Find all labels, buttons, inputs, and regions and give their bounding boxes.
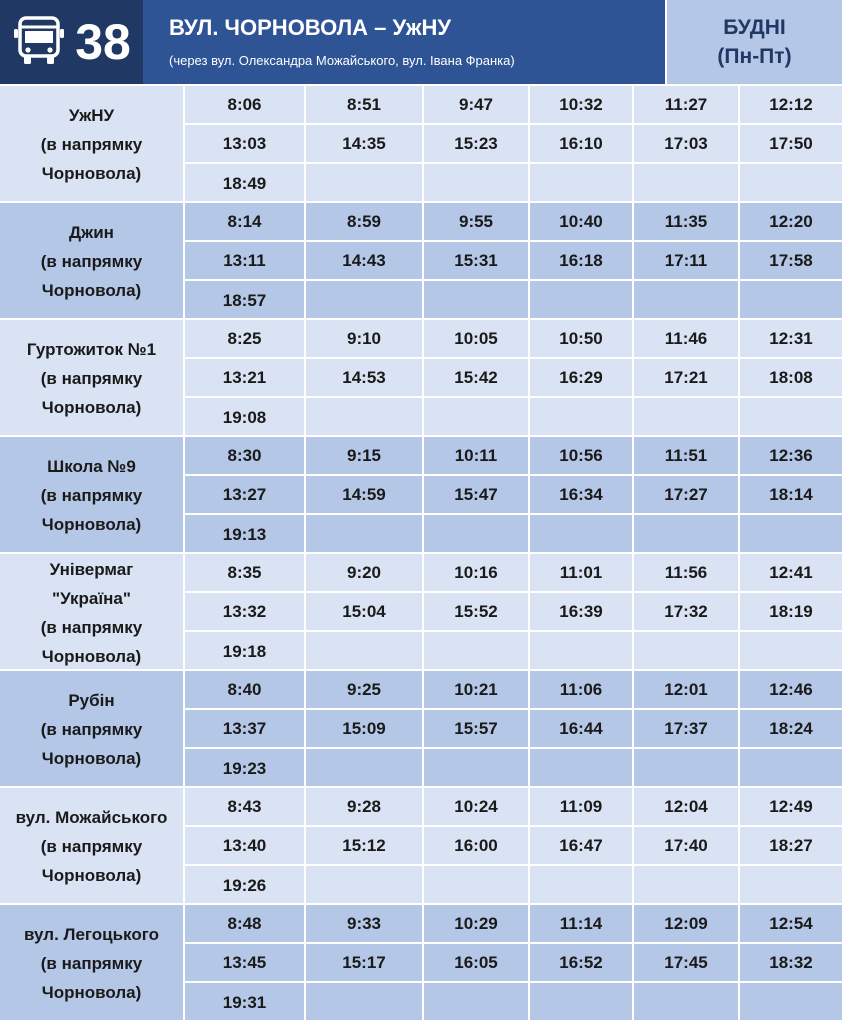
departure-time: [632, 866, 738, 905]
departure-time: 17:03: [632, 125, 738, 164]
departure-time: [632, 398, 738, 437]
departure-time: 18:27: [738, 827, 842, 866]
departure-time: 18:49: [183, 164, 304, 203]
departure-time: 9:55: [422, 203, 528, 242]
departure-time: 12:49: [738, 788, 842, 827]
stop-name: [0, 905, 183, 1022]
departure-time: 16:00: [422, 827, 528, 866]
departure-time: [304, 983, 422, 1022]
departure-time: 19:26: [183, 866, 304, 905]
stop-block: [0, 86, 842, 203]
departure-time: 11:46: [632, 320, 738, 359]
stop-name-line: Чорновола): [41, 749, 142, 768]
departure-time: 16:18: [528, 242, 632, 281]
departure-time: 11:51: [632, 437, 738, 476]
departure-time: 12:41: [738, 554, 842, 593]
departure-time: 9:47: [422, 86, 528, 125]
departure-time: 12:04: [632, 788, 738, 827]
stop-name-text: [41, 101, 142, 188]
departure-time: [304, 515, 422, 554]
departure-time: 15:42: [422, 359, 528, 398]
stop-name-line: Чорновола): [41, 281, 142, 300]
stop-name-line: "Україна": [52, 588, 131, 608]
departure-time: 8:25: [183, 320, 304, 359]
stop-name-line: Рубін: [68, 691, 115, 710]
departure-time: [528, 281, 632, 320]
departure-time: [422, 164, 528, 203]
departure-time: 8:40: [183, 671, 304, 710]
stop-name-line: Чорновола): [41, 646, 142, 666]
departure-time: [422, 983, 528, 1022]
departure-time: 8:43: [183, 788, 304, 827]
departure-time: 9:28: [304, 788, 422, 827]
stop-name-line: (в напрямку: [40, 720, 143, 739]
bus-icon: [12, 16, 66, 66]
departure-time: 14:43: [304, 242, 422, 281]
departure-time: 9:15: [304, 437, 422, 476]
departure-time: 18:19: [738, 593, 842, 632]
route-badge: [0, 0, 143, 84]
departure-time: 17:27: [632, 476, 738, 515]
departure-time: 8:30: [183, 437, 304, 476]
departure-time: 8:14: [183, 203, 304, 242]
departure-time: 10:24: [422, 788, 528, 827]
departure-time: 13:11: [183, 242, 304, 281]
departure-time: [528, 398, 632, 437]
departure-time: [528, 983, 632, 1022]
departure-time: 9:33: [304, 905, 422, 944]
departure-time: [304, 281, 422, 320]
departure-time: [632, 164, 738, 203]
departure-time: 10:56: [528, 437, 632, 476]
departure-time: 10:29: [422, 905, 528, 944]
departure-time: 16:10: [528, 125, 632, 164]
departure-time: 13:27: [183, 476, 304, 515]
stop-block: [0, 788, 842, 905]
stop-name-line: Школа №9: [47, 457, 136, 476]
departure-time: [738, 164, 842, 203]
departure-time: [422, 281, 528, 320]
stop-name-text: [24, 920, 159, 1007]
departure-time: 13:21: [183, 359, 304, 398]
departure-time: 15:23: [422, 125, 528, 164]
schedule-header: [0, 0, 842, 84]
departure-time: 11:14: [528, 905, 632, 944]
departure-time: [304, 632, 422, 671]
departure-time: 16:05: [422, 944, 528, 983]
departure-time: 16:34: [528, 476, 632, 515]
departure-time: 17:37: [632, 710, 738, 749]
departure-time: [738, 281, 842, 320]
departure-time: 13:03: [183, 125, 304, 164]
stop-name-line: Гуртожиток №1: [26, 340, 157, 359]
departure-time: 18:14: [738, 476, 842, 515]
route-subtitle: (через вул. Олександра Можайського, вул. Івана Франка): [169, 53, 515, 68]
stop-block: [0, 554, 842, 671]
stop-name: [0, 437, 183, 554]
departure-time: [304, 866, 422, 905]
departure-time: 10:40: [528, 203, 632, 242]
departure-time: 16:39: [528, 593, 632, 632]
departure-time: 13:45: [183, 944, 304, 983]
departure-time: 8:51: [304, 86, 422, 125]
departure-time: 12:31: [738, 320, 842, 359]
departure-time: 12:46: [738, 671, 842, 710]
departure-time: 10:05: [422, 320, 528, 359]
departure-time: 16:44: [528, 710, 632, 749]
stop-name: [0, 554, 183, 671]
departure-time: 15:17: [304, 944, 422, 983]
stop-block: [0, 437, 842, 554]
stop-name-text: [41, 218, 142, 305]
departure-time: 10:16: [422, 554, 528, 593]
departure-time: 19:31: [183, 983, 304, 1022]
departure-time: [422, 632, 528, 671]
stop-name: [0, 320, 183, 437]
departure-time: 17:58: [738, 242, 842, 281]
departure-time: 13:32: [183, 593, 304, 632]
days-label: БУДНІ: [723, 16, 786, 39]
departure-time: 17:11: [632, 242, 738, 281]
stop-name-line: (в напрямку: [40, 135, 143, 154]
stop-name-line: УжНУ: [68, 106, 115, 125]
departure-time: [422, 515, 528, 554]
stop-separator: [0, 1020, 842, 1022]
departure-time: 12:01: [632, 671, 738, 710]
departure-time: 11:27: [632, 86, 738, 125]
stop-name-line: (в напрямку: [40, 617, 143, 637]
stop-name: [0, 203, 183, 320]
departure-time: [632, 983, 738, 1022]
departure-time: [738, 749, 842, 788]
departure-time: [528, 515, 632, 554]
route-number: 38: [75, 14, 131, 70]
departure-time: [422, 749, 528, 788]
stop-name-line: вул. Легоцького: [24, 925, 159, 944]
days-range: (Пн-Пт): [717, 45, 792, 68]
stop-name: [0, 86, 183, 203]
departure-time: 8:06: [183, 86, 304, 125]
departure-time: 17:45: [632, 944, 738, 983]
departure-time: [422, 866, 528, 905]
departure-time: 17:32: [632, 593, 738, 632]
departure-time: 18:57: [183, 281, 304, 320]
departure-time: 18:08: [738, 359, 842, 398]
departure-time: 11:35: [632, 203, 738, 242]
stop-name-line: (в напрямку: [40, 486, 143, 505]
departure-time: 11:01: [528, 554, 632, 593]
stop-name-line: (в напрямку: [40, 954, 143, 973]
stop-block: [0, 671, 842, 788]
departure-time: [304, 164, 422, 203]
departure-time: 12:12: [738, 86, 842, 125]
title-box: [143, 0, 667, 84]
stop-block: [0, 905, 842, 1022]
departure-time: 9:10: [304, 320, 422, 359]
departure-time: 18:32: [738, 944, 842, 983]
departure-time: [632, 281, 738, 320]
departure-time: 11:56: [632, 554, 738, 593]
stop-name-text: [41, 555, 142, 671]
stop-name-line: (в напрямку: [40, 369, 143, 388]
departure-time: [632, 515, 738, 554]
departure-time: 15:31: [422, 242, 528, 281]
departure-time: 12:54: [738, 905, 842, 944]
stop-block: [0, 203, 842, 320]
stop-name-line: Чорновола): [41, 866, 142, 885]
departure-time: [528, 164, 632, 203]
departure-time: [738, 515, 842, 554]
departure-time: 9:25: [304, 671, 422, 710]
departure-time: 13:40: [183, 827, 304, 866]
departure-time: 11:09: [528, 788, 632, 827]
departure-time: 14:59: [304, 476, 422, 515]
stop-name-line: Універмаг: [49, 559, 134, 579]
departure-time: 17:50: [738, 125, 842, 164]
departure-time: 11:06: [528, 671, 632, 710]
stop-name: [0, 788, 183, 905]
departure-time: [304, 398, 422, 437]
departure-time: [632, 632, 738, 671]
route-title: ВУЛ. ЧОРНОВОЛА – УжНУ: [169, 15, 452, 40]
days-box: [667, 0, 842, 84]
stop-name-line: Чорновола): [41, 515, 142, 534]
departure-time: 15:52: [422, 593, 528, 632]
departure-time: 18:24: [738, 710, 842, 749]
departure-time: 17:40: [632, 827, 738, 866]
stop-name-text: [27, 335, 156, 422]
departure-time: 10:50: [528, 320, 632, 359]
departure-time: 12:20: [738, 203, 842, 242]
departure-time: [422, 398, 528, 437]
stop-name-text: [16, 803, 168, 890]
departure-time: 9:20: [304, 554, 422, 593]
departure-time: 19:23: [183, 749, 304, 788]
departure-time: 10:11: [422, 437, 528, 476]
stop-name-line: Джин: [69, 223, 114, 242]
departure-time: 15:12: [304, 827, 422, 866]
stop-name-line: (в напрямку: [40, 252, 143, 271]
stop-name-line: Чорновола): [41, 398, 142, 417]
departure-time: [528, 866, 632, 905]
departure-time: [738, 398, 842, 437]
departure-time: [738, 983, 842, 1022]
departure-time: 16:29: [528, 359, 632, 398]
departure-time: 14:35: [304, 125, 422, 164]
departure-time: [738, 866, 842, 905]
departure-time: 16:47: [528, 827, 632, 866]
departure-time: 15:09: [304, 710, 422, 749]
departure-time: 12:36: [738, 437, 842, 476]
departure-time: 8:59: [304, 203, 422, 242]
departure-time: 15:57: [422, 710, 528, 749]
departure-time: 10:21: [422, 671, 528, 710]
departure-time: 8:48: [183, 905, 304, 944]
departure-time: 19:18: [183, 632, 304, 671]
stop-name-text: [41, 452, 142, 539]
departure-time: 17:21: [632, 359, 738, 398]
departure-time: 19:08: [183, 398, 304, 437]
stop-block: [0, 320, 842, 437]
departure-time: [738, 632, 842, 671]
stop-name-line: Чорновола): [41, 983, 142, 1002]
departure-time: 19:13: [183, 515, 304, 554]
departure-time: [304, 749, 422, 788]
departure-time: 13:37: [183, 710, 304, 749]
departure-time: 16:52: [528, 944, 632, 983]
departure-time: [528, 632, 632, 671]
departure-time: 8:35: [183, 554, 304, 593]
departure-time: 15:47: [422, 476, 528, 515]
departure-time: [528, 749, 632, 788]
stop-name: [0, 671, 183, 788]
departure-time: 14:53: [304, 359, 422, 398]
departure-time: 12:09: [632, 905, 738, 944]
stop-name-line: вул. Можайського: [15, 808, 168, 827]
departure-time: 15:04: [304, 593, 422, 632]
departure-time: [632, 749, 738, 788]
stop-name-line: Чорновола): [41, 164, 142, 183]
departure-time: 10:32: [528, 86, 632, 125]
stop-name-text: [41, 686, 142, 773]
stop-name-line: (в напрямку: [40, 837, 143, 856]
